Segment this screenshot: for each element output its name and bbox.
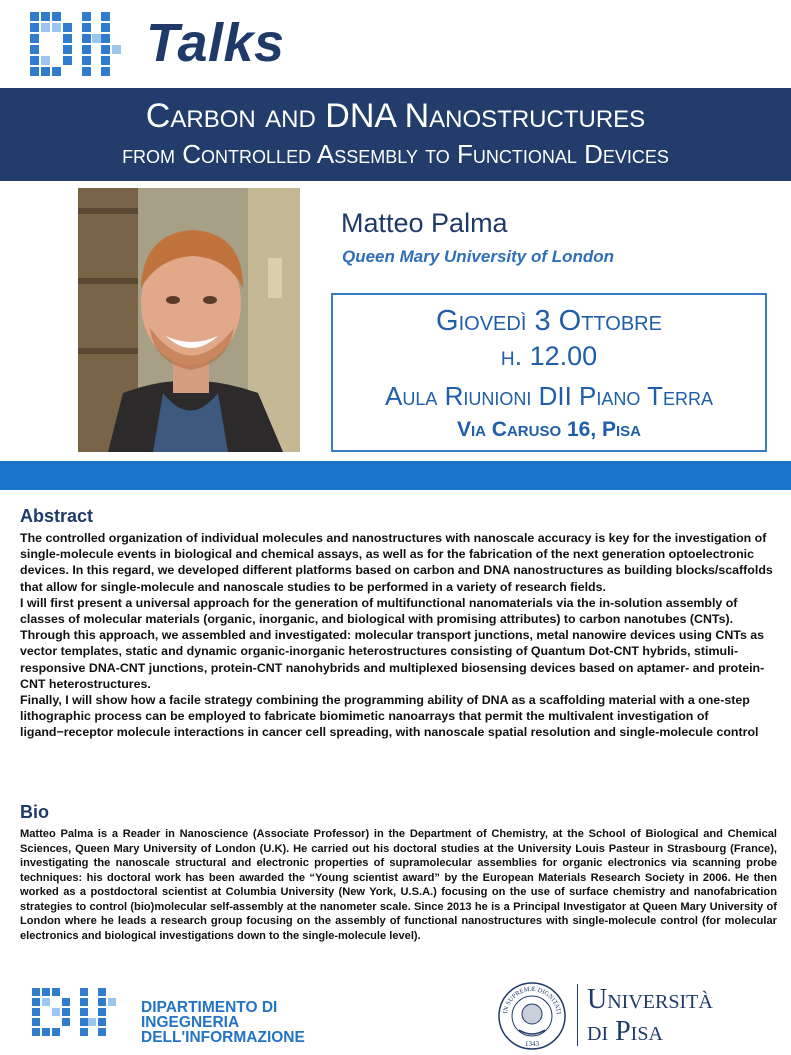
department-line1: DIPARTIMENTO DI [141, 999, 278, 1016]
event-room: Aula Riunioni DII Piano Terra [384, 381, 714, 411]
svg-text:IN SUPREMÆ DIGNITATIS: IN SUPREMÆ DIGNITATI [502, 985, 562, 1015]
talk-title-line1: Carbon and DNA Nanostructures [145, 97, 646, 135]
speaker-photo [78, 188, 300, 452]
abstract-heading: Abstract [20, 506, 94, 526]
event-time: h. 12.00 [500, 341, 598, 371]
university-name-line1: Università [587, 984, 713, 1015]
abstract-paragraph: I will first present a universal approach for the generation of multifunctional nanomaterials via the in-solution assembly of classes of molecular materials (organic, inorganic, and biological with promising attributes) to carbon nanotubes (CNTs). Through this approach, we assembled and investigated: molecular transport junctions, metal nanowire devices using CNTs as vector templates, static and dynamic organic-inorganic heterostructures consisting of Quantum Dot-CNT hybrids, stimuli-responsive DNA-CNT junctions, protein-CNT nanohybrids and multiplexed biosensing devices based on aptamer- and protein-CNT heterostructures. [20, 595, 765, 691]
abstract-body [20, 530, 773, 741]
divider-strip [0, 461, 791, 490]
department-name [141, 1000, 305, 1045]
abstract-paragraph: Finally, I will show how a facile strategy combining the programming ability of DNA as a scaffolding material with a one-step lithographic process can be employed to fabricate biomimetic nanoarrays that permit the multivalent investigation of ligand−receptor molecule interactions in cancer cell spreading, with nanoscale spatial resolution and single-molecule control [20, 693, 759, 740]
university-seal-icon [497, 980, 567, 1052]
university-name-line2: di Pisa [587, 1016, 663, 1047]
department-line2: INGEGNERIA [141, 1014, 240, 1031]
dii-logo [30, 12, 134, 80]
talk-title-line2: from Controlled Assembly to Functional Devices [122, 139, 669, 169]
event-date: Giovedì 3 Ottobre [436, 305, 662, 337]
speaker-name: Matteo Palma [341, 208, 508, 238]
bio-body: Matteo Palma is a Reader in Nanoscience (Associate Professor) in the Department of Chemistry, at the School of Biological and Chemical Sciences, Queen Mary University of London (U.K). He carried out his doctoral studies at the University Louis Pasteur in Strasbourg (France), investigating the nanoscale structural and electronic properties of supramolecular assemblies for organic electronics via scanning probe techniques: his doctoral work has been awarded the “Young scientist award” by the European Materials Research Society in 2006. He then worked as a postdoctoral scientist at Columbia University (New York, U.S.A.) focusing on the use of surface chemistry and nanofabrication strategies to control (bio)molecular self-assembly at the nanometer scale. Since 2013 he is a Principal Investigator at Queen Mary University of London where he leads a research group focusing on the assembly of functional nanostructures with single-molecule control (for molecular electronics and biological investigations down to the single-molecule level). [20, 828, 777, 942]
university-name [587, 984, 713, 1048]
dii-footer-logo [32, 988, 138, 1048]
series-title: Talks [146, 13, 285, 73]
department-line3: DELL'INFORMAZIONE [141, 1029, 305, 1046]
svg-text:1343: 1343 [525, 1040, 539, 1048]
abstract-paragraph: The controlled organization of individual molecules and nanostructures with nanoscale accuracy is key for the investigation of single-molecule events in biological and chemical assays, as well as for the fabrication of the next generation optoelectronic devices. In this regard, we developed different platforms based on carbon and DNA nanostructures as building blocks/scaffolds that allow for single-molecule and nanoscale studies to be performed in a variety of research fields. [20, 531, 773, 594]
event-address: Via Caruso 16, Pisa [456, 418, 642, 441]
speaker-affiliation: Queen Mary University of London [342, 247, 615, 266]
bio-heading: Bio [20, 802, 49, 822]
logo-divider [577, 984, 578, 1046]
event-info-box [331, 293, 767, 452]
title-band [0, 88, 791, 181]
